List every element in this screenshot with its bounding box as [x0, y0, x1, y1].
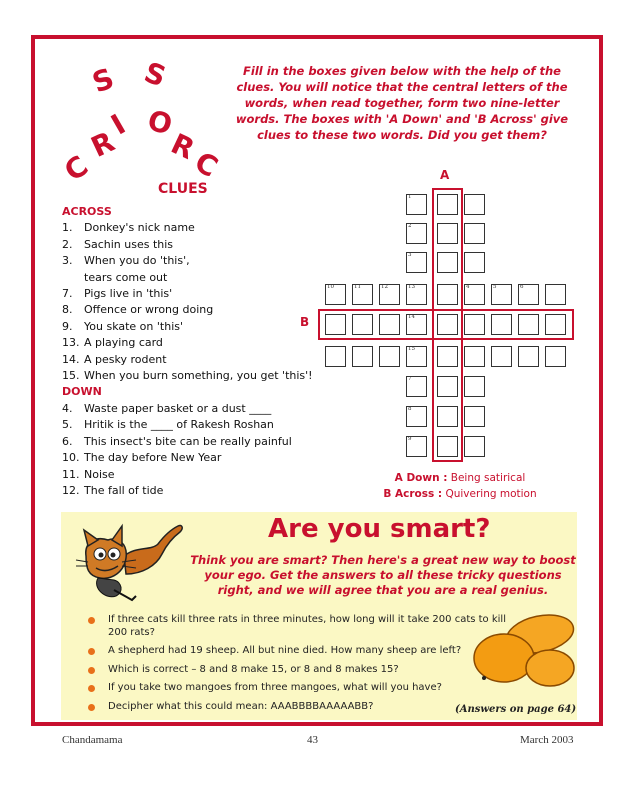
cell-number: 4 [466, 284, 470, 290]
question-item [88, 664, 508, 677]
across-clue-number: 13. [62, 336, 80, 350]
across-clue-text: When you burn something, you get 'this'! [84, 369, 313, 383]
across-clue [62, 319, 322, 335]
question-item [88, 701, 508, 714]
title-letter: S [139, 55, 171, 94]
down-clue-text: The day before New Year [84, 451, 222, 465]
down-clue [62, 417, 322, 433]
across-clue-number: 15. [62, 369, 80, 383]
b-across-label: B Across : [383, 488, 443, 500]
cell-number: 5 [493, 284, 497, 290]
smart-subtitle: Think you are smart? Then here's a great new way to boost your ego. Get the answers to all these tricky questions right, and we will agree that you are a real genius. [190, 553, 576, 597]
across-clue [62, 286, 322, 302]
across-clue [62, 335, 322, 351]
smart-title: Are you smart? [268, 514, 491, 544]
question-text: Which is correct – 8 and 8 make 15, or 8 and 8 makes 15? [108, 663, 399, 675]
down-clue-text: Noise [84, 467, 115, 481]
question-list [88, 614, 508, 719]
question-text: Decipher what this could mean: AAABBBBAAAAABB? [108, 700, 374, 712]
question-item [88, 682, 508, 695]
question-text: If three cats kill three rats in three minutes, how long will it take 200 cats to kill 200 rats? [108, 614, 506, 638]
row-label-b: B [300, 315, 310, 329]
answers-note: (Answers on page 64) [455, 704, 577, 715]
across-clue-text: Sachin uses this [84, 237, 174, 251]
across-clue-text: Pigs live in 'this' [84, 287, 173, 301]
down-clue-number: 5. [62, 418, 73, 432]
column-label-a: A [440, 168, 450, 182]
across-clue-text: A playing card [84, 336, 163, 350]
footer-right: March 2003 [520, 734, 574, 746]
across-clue [62, 220, 322, 236]
bullet-icon [88, 648, 95, 655]
title-letter: O [144, 103, 176, 142]
bullet-icon [88, 685, 95, 692]
down-clue-number: 4. [62, 401, 73, 415]
across-clue-number: 7. [62, 287, 73, 301]
across-clue-text: You skate on 'this' [84, 319, 183, 333]
cell-number: 10 [327, 284, 334, 290]
across-clue-text: Offence or wrong doing [84, 303, 214, 317]
across-clue [62, 302, 322, 318]
cell-number: 9 [408, 436, 412, 442]
cell-number: 14 [408, 314, 415, 320]
question-text: A shepherd had 19 sheep. All but nine died. How many sheep are left? [108, 645, 462, 656]
a-down-text: Being satirical [450, 472, 526, 484]
footer-page-number: 43 [307, 734, 318, 746]
title-letter: R [166, 126, 200, 167]
across-clue-text: A pesky rodent [84, 352, 167, 366]
cell-number: 6 [520, 284, 524, 290]
across-clue [62, 253, 322, 269]
footer-left: Chandamama [62, 734, 123, 746]
down-clue-number: 6. [62, 434, 73, 448]
cell-number: 15 [408, 346, 415, 352]
cell-number: 3 [408, 252, 412, 258]
title-letter: C [189, 145, 224, 184]
across-clue-number: 9. [62, 319, 73, 333]
title-letter: C [58, 149, 95, 188]
across-clue-number: 8. [62, 303, 73, 317]
across-clue-number: 2. [62, 237, 73, 251]
across-clue [62, 270, 322, 286]
question-item [88, 645, 508, 658]
across-clue-text: Donkey's nick name [84, 221, 195, 235]
cell-number: 2 [408, 223, 412, 229]
down-heading: DOWN [62, 385, 102, 399]
question-text: If you take two mangoes from three mangoes, what will you have? [108, 682, 442, 693]
across-clue [62, 368, 322, 384]
down-clue [62, 401, 322, 417]
down-clue-number: 11. [62, 467, 80, 481]
bullet-icon [88, 617, 95, 624]
cell-number: 13 [408, 284, 415, 290]
down-clue [62, 467, 322, 483]
title-letter: I [105, 107, 131, 142]
down-clue [62, 450, 322, 466]
across-clue [62, 352, 322, 368]
across-clue-text: When you do 'this', [84, 254, 190, 268]
cell-number: 12 [381, 284, 388, 290]
down-clue-text: Waste paper basket or a dust ____ [84, 401, 272, 415]
cell-number: 8 [408, 406, 412, 412]
down-clue-text: Hritik is the ____ of Rakesh Roshan [84, 418, 274, 432]
across-heading: ACROSS [62, 205, 112, 218]
cell-number: 7 [408, 376, 412, 382]
across-clue [62, 237, 322, 253]
answer-clues [365, 470, 555, 502]
bullet-icon [88, 704, 95, 711]
cat-illustration [66, 516, 188, 611]
intro-text: Fill in the boxes given below with the help of the clues. You will notice that the central letters of the words, when read together, form two nine-letter words. The boxes with 'A Down' and 'B Across' give clues to these two words. Did you get them? [235, 64, 569, 142]
a-down-label: A Down : [394, 472, 448, 484]
down-clue-number: 12. [62, 483, 80, 497]
title-letter: S [87, 61, 119, 100]
down-clue-text: This insect's bite can be really painful [84, 434, 292, 448]
down-clue-text: The fall of tide [84, 483, 164, 497]
title-letter: R [86, 124, 120, 165]
question-item [88, 614, 508, 639]
cell-number: 11 [354, 284, 361, 290]
across-clue-number: 3. [62, 254, 73, 268]
cell-number: 1 [408, 194, 412, 200]
down-clue [62, 434, 322, 450]
mangoes-illustration [470, 610, 580, 690]
across-clue-number: 14. [62, 352, 80, 366]
clues-list [62, 204, 322, 499]
down-clue-number: 10. [62, 451, 80, 465]
across-clue-number: 1. [62, 221, 73, 235]
bullet-icon [88, 667, 95, 674]
across-clue-text: tears come out [84, 270, 168, 284]
down-clue [62, 483, 322, 499]
b-across-text: Quivering motion [445, 488, 537, 500]
clues-heading: CLUES [158, 181, 208, 197]
